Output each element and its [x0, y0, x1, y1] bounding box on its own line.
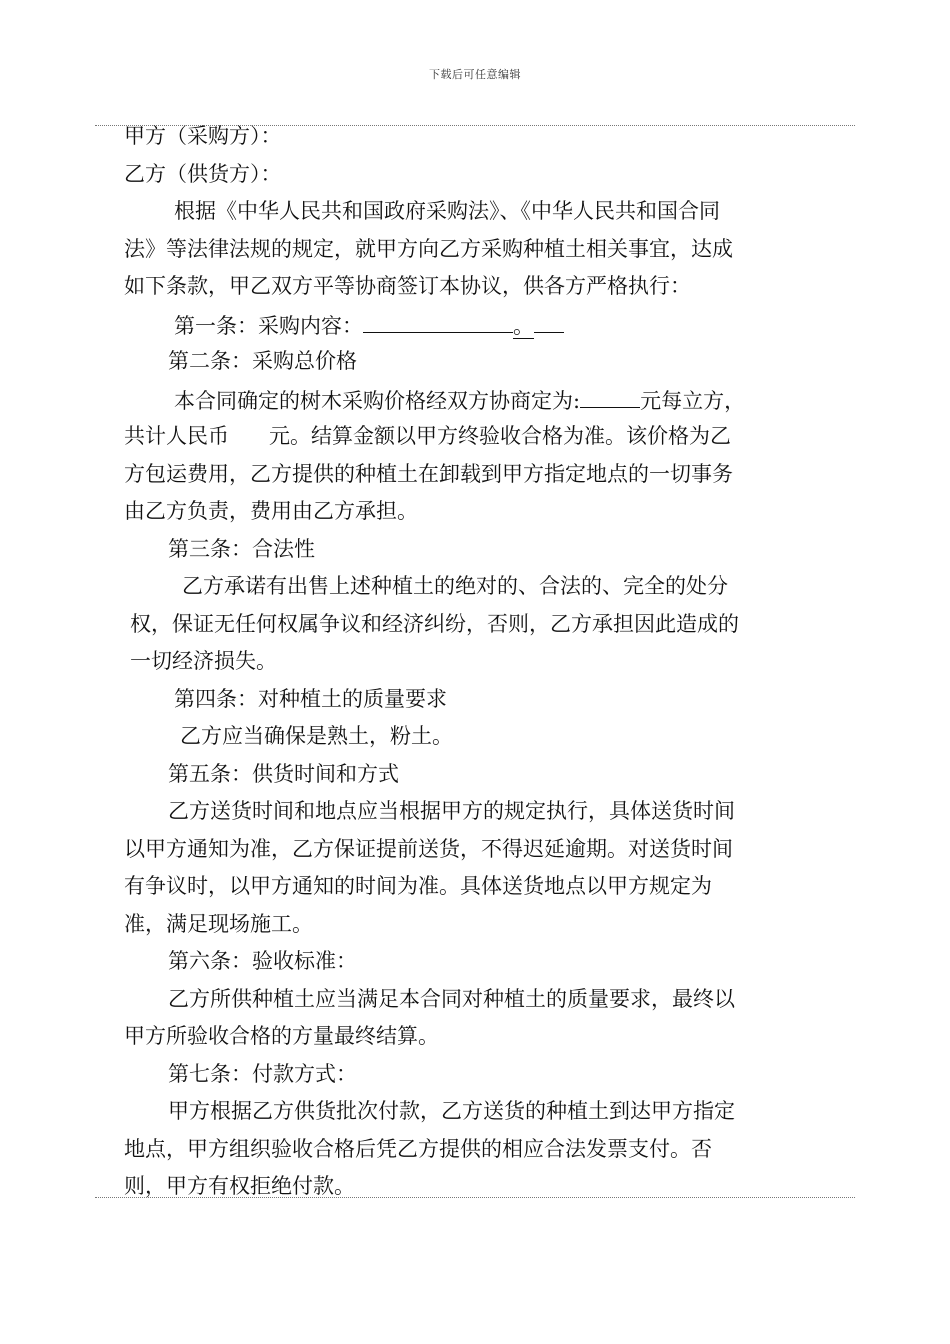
article-7-title: 第七条：付款方式：: [168, 1061, 357, 1086]
article-5-title: 第五条：供货时间和方式: [168, 761, 399, 786]
intro-line-2: 法》等法律法规的规定，就甲方向乙方采购种植土相关事宜，达成: [124, 236, 733, 261]
article-7-line-3: 则，甲方有权拒绝付款。: [124, 1174, 355, 1198]
article-3-line-3: 一切经济损失。: [130, 649, 277, 673]
article-7-line-2: 地点，甲方组织验收合格后凭乙方提供的相应合法发票支付。否: [124, 1136, 712, 1161]
article-4-title: 第四条：对种植土的质量要求: [174, 686, 447, 711]
party-b-line: 乙方（供货方）：: [124, 161, 282, 186]
article-7-line-1: 甲方根据乙方供货批次付款，乙方送货的种植土到达甲方指定: [168, 1099, 735, 1123]
article-2-total-text: 共计人民币: [124, 424, 229, 448]
purchase-content-blank[interactable]: [363, 306, 513, 333]
unit-price-blank[interactable]: [580, 381, 640, 408]
article-2-total-rest: 元。结算金额以甲方终验收合格为准。该价格为乙: [269, 424, 731, 448]
page-header-note: 下载后可任意编辑: [429, 68, 521, 81]
article-2-line-2: [124, 418, 824, 456]
article-5-line-1: 乙方送货时间和地点应当根据甲方的规定执行，具体送货时间: [168, 799, 735, 823]
article-2-line-4: 由乙方负责，费用由乙方承担。: [124, 499, 418, 523]
article-3-line-2: 权，保证无任何权属争议和经济纠纷，否则，乙方承担因此造成的: [130, 611, 739, 636]
article-1: [124, 306, 824, 344]
footer-divider: [95, 1197, 855, 1198]
article-6-line-1: 乙方所供种植土应当满足本合同对种植土的质量要求，最终以: [168, 986, 735, 1011]
party-a-line: 甲方（采购方）：: [124, 124, 282, 148]
article-5-line-4: 准，满足现场施工。: [124, 911, 313, 936]
contract-body: [124, 118, 824, 1206]
article-5-line-2: 以甲方通知为准，乙方保证提前送货，不得迟延逾期。对送货时间: [124, 836, 733, 861]
intro-line-3: 如下条款，甲乙双方平等协商签订本协议，供各方严格执行：: [124, 274, 691, 298]
purchase-content-blank-tail: [534, 306, 564, 333]
article-3-line-1: 乙方承诺有出售上述种植土的绝对的、合法的、完全的处分: [182, 574, 728, 598]
article-2-price-unit: 元每立方，: [640, 388, 746, 413]
article-4-body: 乙方应当确保是熟土，粉土。: [180, 724, 453, 748]
article-3-title: 第三条：合法性: [168, 536, 315, 561]
article-6-title: 第六条：验收标准：: [168, 949, 357, 973]
intro-line-1: 根据《中华人民共和国政府采购法》、《中华人民共和国合同: [174, 199, 720, 223]
article-2-line-3: 方包运费用，乙方提供的种植土在卸载到甲方指定地点的一切事务: [124, 461, 733, 486]
article-1-title: 第一条：采购内容：: [174, 313, 363, 338]
article-2-price-text: 本合同确定的树木采购价格经双方协商定为:: [174, 388, 581, 413]
article-1-tail: 。: [513, 313, 534, 338]
article-5-line-3: 有争议时，以甲方通知的时间为准。具体送货地点以甲方规定为: [124, 874, 712, 898]
article-6-line-2: 甲方所验收合格的方量最终结算。: [124, 1024, 439, 1048]
article-2-title: 第二条：采购总价格: [168, 349, 357, 373]
article-2-line-1: [124, 381, 824, 419]
